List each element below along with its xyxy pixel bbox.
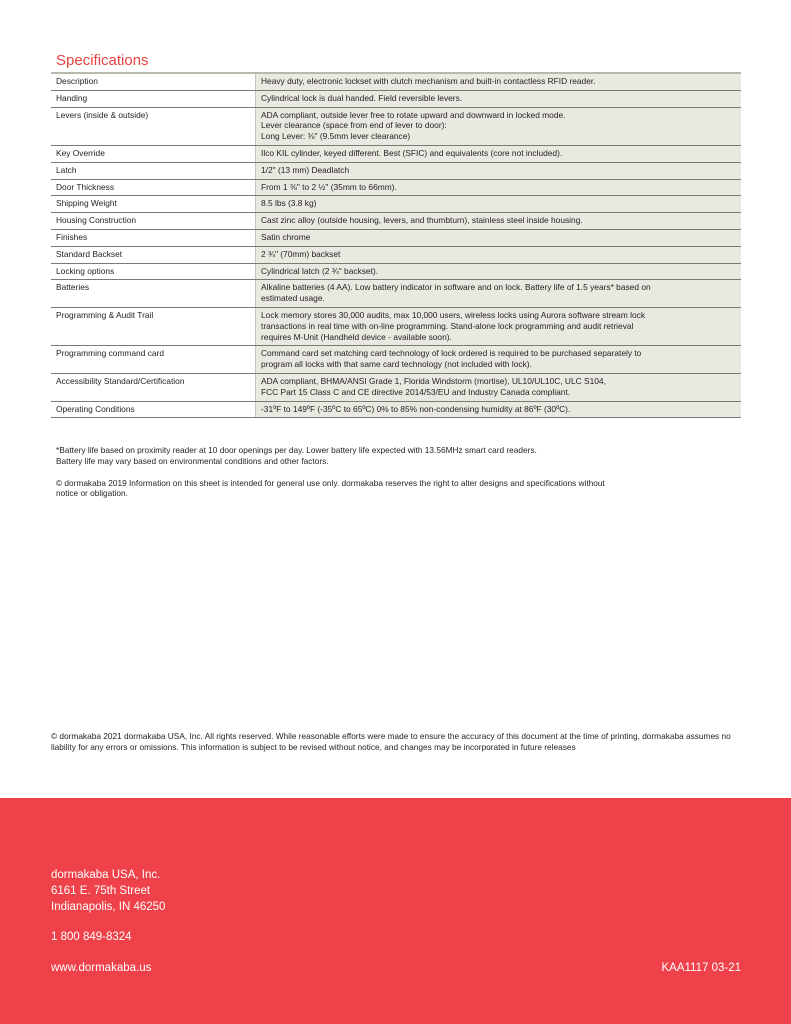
section-title: Specifications: [56, 52, 149, 69]
document-code: KAA1117 03-21: [661, 962, 741, 974]
spec-value: Satin chrome: [256, 230, 741, 246]
spec-value: Cylindrical lock is dual handed. Field reversible levers.: [256, 91, 741, 107]
spec-label: Levers (inside & outside): [51, 108, 256, 145]
table-row: [51, 280, 741, 308]
spec-value: Lock memory stores 30,000 audits, max 10,000 users, wireless locks using Aurora software stream lock transactions in real time with on-line programming. Stand-alone lock programming and audit retrieval requires M-Unit (Handheld device - available soon).: [256, 308, 741, 345]
table-row: [51, 163, 741, 180]
legal-notice: © dormakaba 2021 dormakaba USA, Inc. All rights reserved. While reasonable efforts were made to ensure the accuracy of this document at the time of printing, dormakaba assumes no liability for any errors or omissions. This information is subject to be revised without notice, and changes may be incorporated in future releases: [51, 731, 731, 752]
table-row: [51, 74, 741, 91]
spec-label: Operating Conditions: [51, 402, 256, 418]
table-row: [51, 374, 741, 402]
spec-label: Handing: [51, 91, 256, 107]
table-row: [51, 346, 741, 374]
table-row: [51, 264, 741, 281]
address-block: [51, 867, 165, 915]
table-row: [51, 91, 741, 108]
spec-value: Alkaline batteries (4 AA). Low battery indicator in software and on lock. Battery life of 1.5 years* based on estimated usage.: [256, 280, 741, 307]
spec-label: Batteries: [51, 280, 256, 307]
spec-value: From 1 ⅜" to 2 ½" (35mm to 66mm).: [256, 180, 741, 196]
spec-value: Cylindrical latch (2 ¾" backset).: [256, 264, 741, 280]
battery-footnote: *Battery life based on proximity reader at 10 door openings per day. Lower battery life expected with 13.56MHz smart card readers. Battery life may vary based on environmental conditions and other factors.: [56, 445, 537, 466]
street-address: 6161 E. 75th Street: [51, 885, 151, 897]
spec-label: Standard Backset: [51, 247, 256, 263]
spec-label: Description: [51, 74, 256, 90]
city-state-zip: Indianapolis, IN 46250: [51, 901, 166, 913]
spec-label: Shipping Weight: [51, 196, 256, 212]
table-row: [51, 196, 741, 213]
spec-label: Locking options: [51, 264, 256, 280]
spec-label: Programming command card: [51, 346, 256, 373]
spec-value: Cast zinc alloy (outside housing, levers, and thumbturn), stainless steel inside housing.: [256, 213, 741, 229]
spec-value: Heavy duty, electronic lockset with clutch mechanism and built-in contactless RFID reader.: [256, 74, 741, 90]
spec-value: ADA compliant, outside lever free to rotate upward and downward in locked mode. Lever clearance (space from end of lever to door): Long Lever: ⅜" (9.5mm lever clearance): [256, 108, 741, 145]
spec-label: Accessibility Standard/Certification: [51, 374, 256, 401]
spec-value: 1/2" (13 mm) Deadlatch: [256, 163, 741, 179]
table-row: [51, 402, 741, 419]
spec-value: 8.5 lbs (3.8 kg): [256, 196, 741, 212]
company-name: dormakaba USA, Inc.: [51, 869, 161, 881]
spec-label: Key Override: [51, 146, 256, 162]
spec-label: Housing Construction: [51, 213, 256, 229]
specifications-table: [51, 72, 741, 418]
website-link[interactable]: www.dormakaba.us: [51, 962, 152, 974]
footer-band: [0, 798, 791, 1024]
spec-label: Finishes: [51, 230, 256, 246]
spec-value: 2 ¾" (70mm) backset: [256, 247, 741, 263]
spec-value: Ilco KIL cylinder, keyed different. Best (SFIC) and equivalents (core not included).: [256, 146, 741, 162]
notes: [56, 445, 736, 499]
spec-value: Command card set matching card technology of lock ordered is required to be purchased separately to program all locks with that same card technology (not included with lock).: [256, 346, 741, 373]
table-row: [51, 146, 741, 163]
table-row: [51, 213, 741, 230]
spec-value: -31ºF to 149ºF (-35ºC to 65ºC) 0% to 85% non-condensing humidity at 86ºF (30ºC).: [256, 402, 741, 418]
table-row: [51, 108, 741, 146]
table-row: [51, 247, 741, 264]
disclaimer-note: © dormakaba 2019 Information on this sheet is intended for general use only. dormakaba reserves the right to alter designs and specifications without notice or obligation.: [56, 477, 605, 499]
spec-value: ADA compliant, BHMA/ANSI Grade 1, Florida Windstorm (mortise), UL10/UL10C, ULC S104, FCC Part 15 Class C and CE directive 2014/53/EU and Industry Canada compliant.: [256, 374, 741, 401]
table-row: [51, 230, 741, 247]
spec-label: Latch: [51, 163, 256, 179]
table-row: [51, 180, 741, 197]
phone-number: 1 800 849-8324: [51, 931, 132, 943]
spec-label: Door Thickness: [51, 180, 256, 196]
spec-label: Programming & Audit Trail: [51, 308, 256, 345]
table-row: [51, 308, 741, 346]
